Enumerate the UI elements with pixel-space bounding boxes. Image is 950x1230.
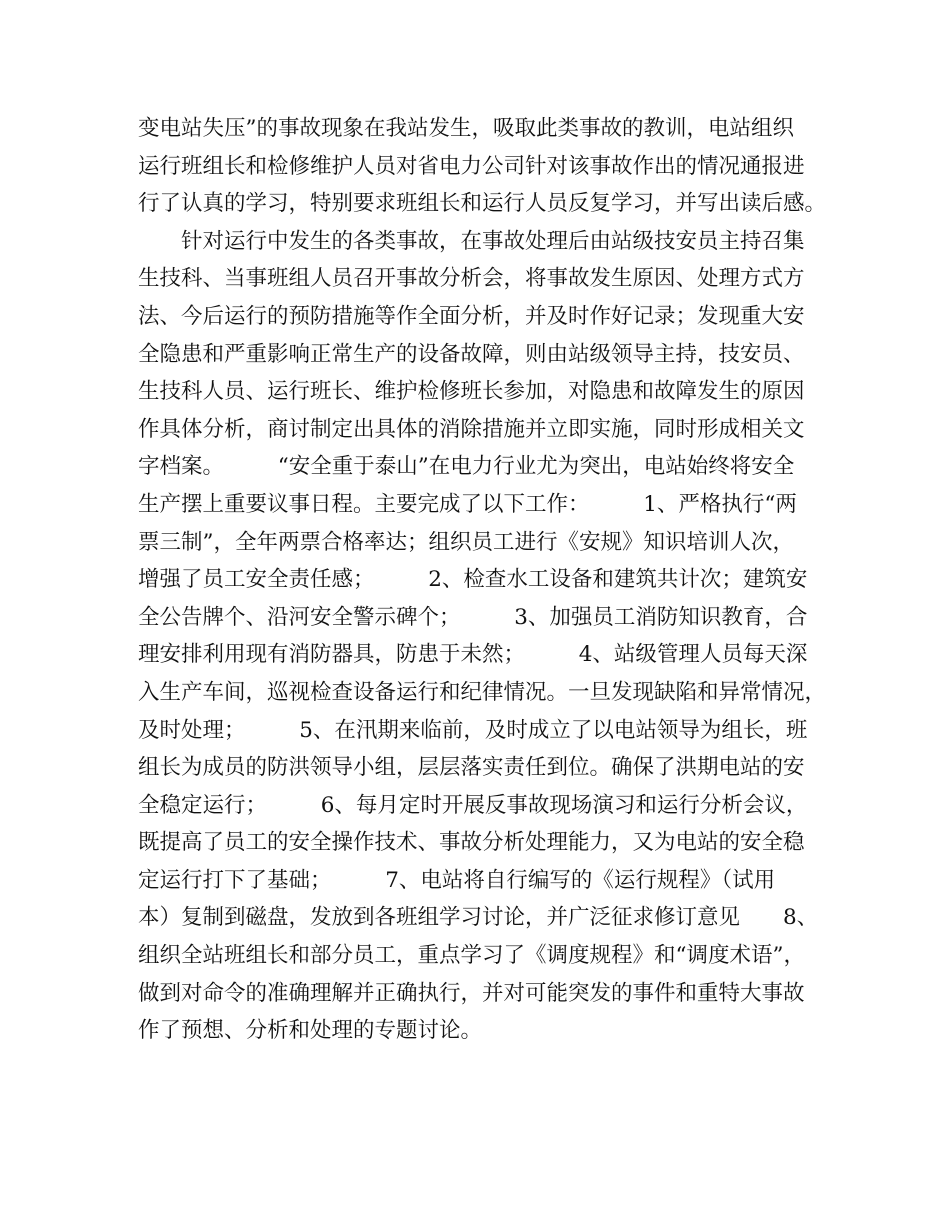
- text-line: 做到对命令的准确理解并正确执行，并对可能突发的事件和重特大事故: [138, 980, 805, 1006]
- text-line: 入生产车间，巡视检查设备运行和纪律情况。一旦发现缺陷和异常情况，: [138, 679, 827, 705]
- text-line: 生技科人员、运行班长、维护检修班长参加，对隐患和故障发生的原因: [138, 379, 805, 405]
- text-line: 作具体分析，商讨制定出具体的消除措施并立即实施，同时形成相关文: [138, 416, 805, 442]
- text-line: 及时处理； 5、在汛期来临前，及时成立了以电站领导为组长，班: [138, 717, 808, 743]
- text-line: 行了认真的学习，特别要求班组长和运行人员反复学习，并写出读后感。: [138, 191, 827, 217]
- text-line: 作了预想、分析和处理的专题讨论。: [138, 1018, 483, 1044]
- text-line: 生产摆上重要议事日程。主要完成了以下工作： 1、严格执行“两: [138, 491, 797, 517]
- text-line: 既提高了员工的安全操作技术、事故分析处理能力，又为电站的安全稳: [138, 830, 805, 856]
- text-line: 全公告牌个、沿河安全警示碑个； 3、加强员工消防知识教育，合: [138, 604, 808, 630]
- text-line: 定运行打下了基础； 7、电站将自行编写的《运行规程》（试用: [138, 867, 776, 893]
- text-line: 理安排利用现有消防器具，防患于未然； 4、站级管理人员每天深: [138, 642, 808, 668]
- text-line: 全稳定运行； 6、每月定时开展反事故现场演习和运行分析会议，: [138, 792, 808, 818]
- text-line: 运行班组长和检修维护人员对省电力公司针对该事故作出的情况通报进: [138, 153, 805, 179]
- text-line: 针对运行中发生的各类事故，在事故处理后由站级技安员主持召集: [138, 228, 805, 254]
- text-line: 组长为成员的防洪领导小组，层层落实责任到位。确保了洪期电站的安: [138, 755, 805, 781]
- text-line: 变电站失压”的事故现象在我站发生，吸取此类事故的教训，电站组织: [138, 116, 794, 141]
- text-line: 票三制”，全年两票合格率达；组织员工进行《安规》知识培训人次，: [138, 529, 794, 555]
- text-line: 组织全站班组长和部分员工，重点学习了《调度规程》和“调度术语”，: [138, 943, 805, 969]
- text-line: 生技科、当事班组人员召开事故分析会，将事故发生原因、处理方式方: [138, 266, 805, 292]
- text-line: 增强了员工安全责任感； 2、检查水工设备和建筑共计次；建筑安: [138, 567, 808, 593]
- body-text: [138, 110, 828, 1050]
- text-line: 本）复制到磁盘，发放到各班组学习讨论，并广泛征求修订意见 8、: [138, 905, 819, 931]
- text-line: 全隐患和严重影响正常生产的设备故障，则由站级领导主持，技安员、: [138, 341, 805, 367]
- text-line: 字档案。 “安全重于泰山”在电力行业尤为突出，电站始终将安全: [138, 454, 795, 480]
- text-line: 法、今后运行的预防措施等作全面分析，并及时作好记录；发现重大安: [138, 303, 805, 329]
